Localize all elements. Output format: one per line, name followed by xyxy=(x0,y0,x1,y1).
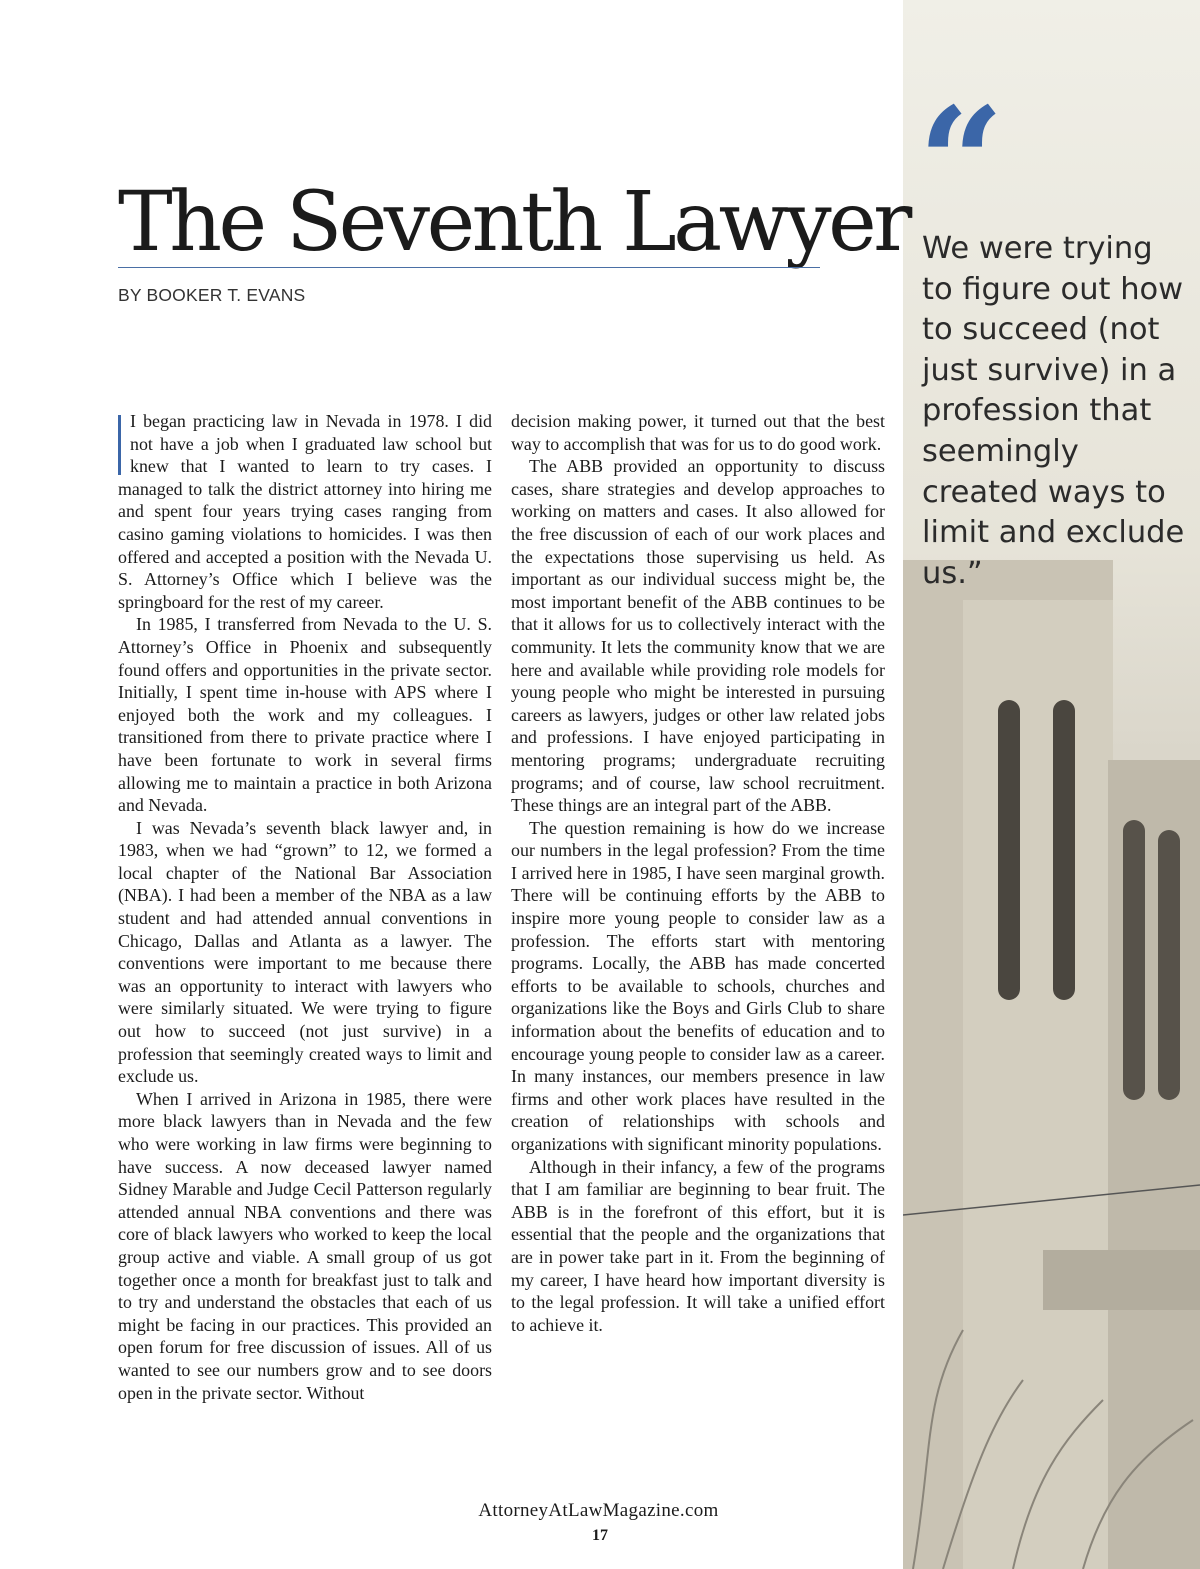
byline: BY BOOKER T. EVANS xyxy=(118,285,306,305)
article-paragraph: The question remaining is how do we increase our numbers in the legal profession? From the time I arrived here in 1985, I have seen marginal growth. There will be continuing efforts by the ABB to inspire more young people to consider law as a profession. The efforts start with mentoring programs. Locally, the ABB has made concerted efforts to be available to schools, churches and organizations like the Boys and Girls Club to share information about the benefits of education and to encourage young people to consider law as a career. In many instances, our members presence in law firms and other work places have resulted in the creation of relationships with schools and organizations with significant minority populations. xyxy=(511,817,885,1154)
drop-cap-bar xyxy=(118,415,121,475)
article-paragraph: I began practicing law in Nevada in 1978. I did not have a job when I graduated law school but knew that I wanted to learn to try cases. I managed to talk the district attorney into hiring me and spent four years trying cases ranging from casino gaming violations to homicides. I was then offered and accepted a position with the Nevada U. S. Attorney’s Office which I believe was the springboard for the rest of my career. xyxy=(118,411,492,612)
article-column-right xyxy=(511,410,885,1336)
open-quote-icon: “ xyxy=(918,75,1005,251)
article-paragraph: I was Nevada’s seventh black lawyer and, in 1983, when we had “grown” to 12, we formed a local chapter of the National Bar Association (NBA). I had been a member of the NBA as a law student and had attended annual conventions in Chicago, Dallas and Atlanta as a lawyer. The conventions were important to me because there was an opportunity to interact with lawyers who were similarly situated. We were trying to figure out how to succeed (not just survive) in a profession that seemingly created ways to limit and exclude us. xyxy=(118,817,492,1087)
article-paragraph: In 1985, I transferred from Nevada to the U. S. Attorney’s Office in Phoenix and subsequently found offers and opportunities in the private sector. Initially, I spent time in-house with APS where I enjoyed both the work and my colleagues. I transitioned from there to private practice where I have been fortunate to work in several firms allowing me to maintain a practice in both Arizona and Nevada. xyxy=(118,614,492,816)
article-paragraph: Although in their infancy, a few of the programs that I am familiar are beginning to bear fruit. The ABB is in the forefront of this effort, but it is essential that the people and the organizations that are in power take part in it. From the beginning of my career, I have heard how important diversity is to the legal profession. It will take a unified effort to achieve it. xyxy=(511,1156,885,1335)
title-rule xyxy=(118,267,820,268)
article-paragraph: When I arrived in Arizona in 1985, there were more black lawyers than in Nevada and the few who were working in law firms were beginning to have success. A now deceased lawyer named Sidney Marable and Judge Cecil Patterson regularly attended annual NBA conventions and there was core of black lawyers who worked to keep the local group active and viable. A small group of us got together once a month for breakfast just to talk and to try and understand the obstacles that each of us might be facing in our practices. This provided an open forum for free discussion of issues. All of us wanted to see our numbers grow and to see doors open in the private sector. Without xyxy=(118,1088,492,1403)
page-number: 17 xyxy=(592,1527,608,1544)
article-title: The Seventh Lawyer xyxy=(118,175,909,270)
article-column-left xyxy=(118,410,492,1404)
article-paragraph: decision making power, it turned out that the best way to accomplish that was for us to do good work. xyxy=(511,411,885,454)
footer-site-url: AttorneyAtLawMagazine.com xyxy=(478,1500,719,1521)
pull-quote: We were trying to figure out how to succeed (not just survive) in a profession that seemingly created ways to limit and exclude us.” xyxy=(922,231,1185,591)
article-paragraph: The ABB provided an opportunity to discuss cases, share strategies and develop approaches to working on matters and cases. It also allowed for the free discussion of each of our work places and the expectations those supervising us held. As important as our individual success might be, the most important benefit of the ABB continues to be that it allows for us to collectively interact with the community. It lets the community know that we are here and available while providing role models for young people who might be interested in pursuing careers as lawyers, judges or other law related jobs and professions. I have enjoyed participating in mentoring programs; undergraduate recruiting programs; and of course, law school recruitment. These things are an integral part of the ABB. xyxy=(511,456,885,816)
